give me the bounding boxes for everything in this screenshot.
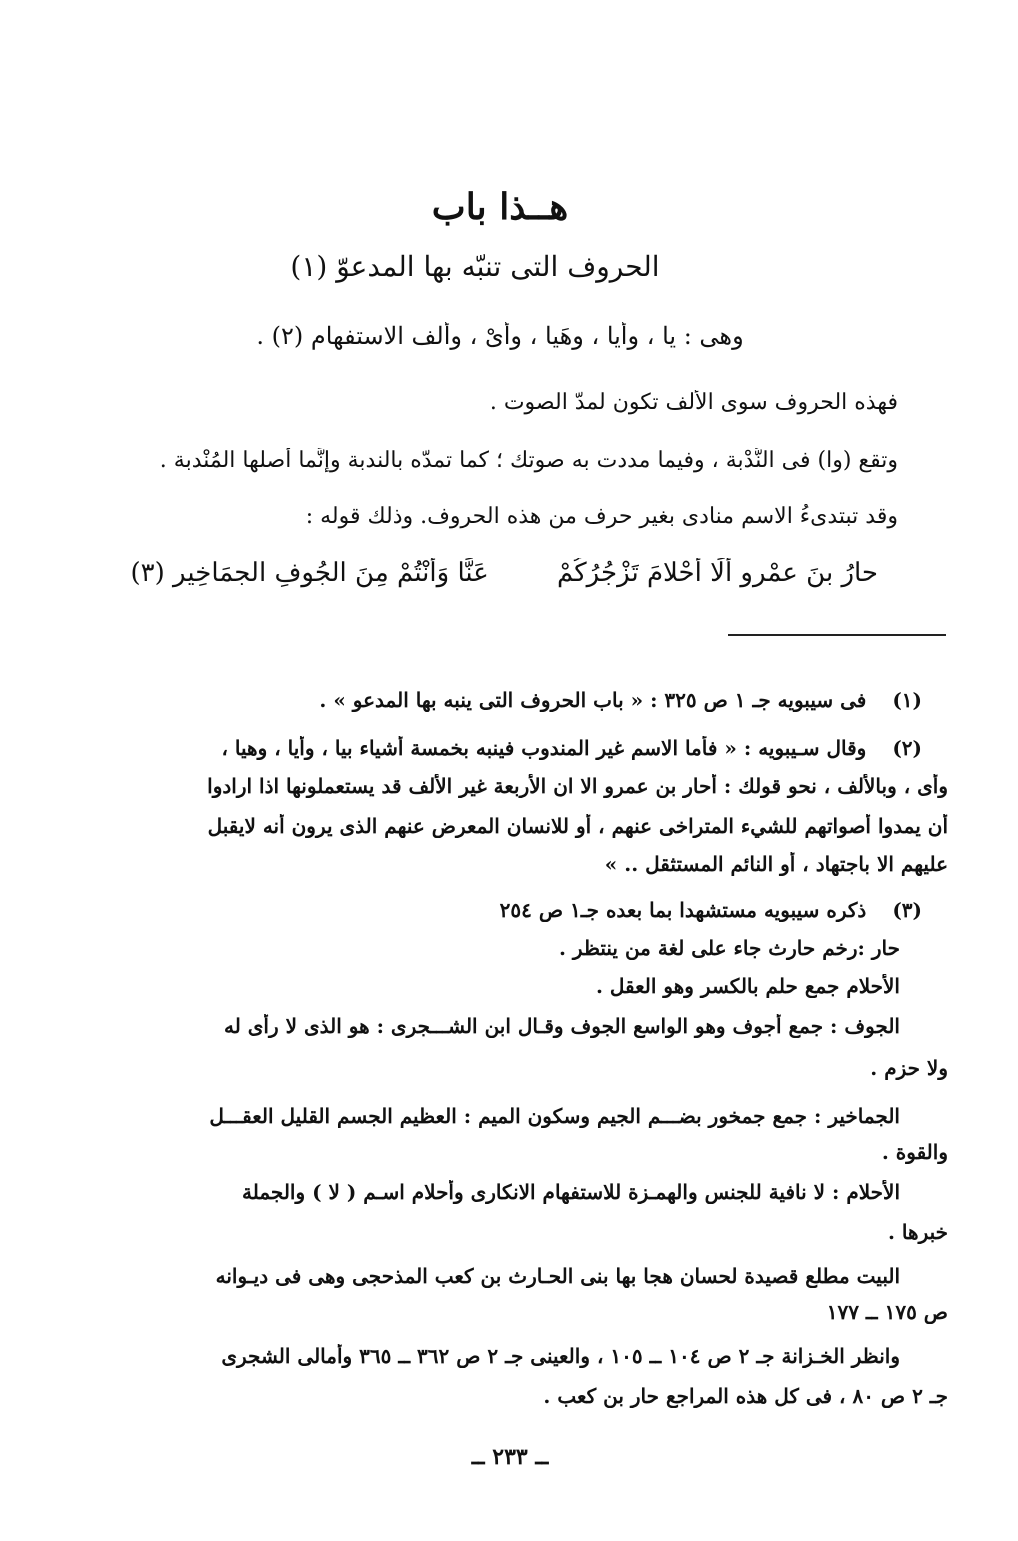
footnote-3-line-4: الجوف : جمع أجوف وهو الواسع الجوف وقـال ابن الشـــجرى : هو الذى لا رأى له [224, 1014, 900, 1038]
footnote-3-line-13: جـ ٢ ص ٨٠ ، فى كل هذه المراجع حار بن كعب . [543, 1384, 948, 1408]
footnote-3-number: (٣) [892, 898, 922, 922]
page-number: ــ ٢٣٣ ــ [471, 1444, 549, 1470]
footnote-2-line-3: أن يمدوا أصواتهم للشيء المتراخى عنهم ، أو للانسان المعرض عنهم الذى يرون أنه لايقبل [207, 814, 948, 838]
footnote-2-number: (٢) [892, 736, 922, 760]
footnote-2-text-1: وقال سـيبويه : « فأما الاسم غير المندوب فينبه بخمسة أشياء بيا ، وأيا ، وهيا ، [221, 736, 867, 760]
footnote-2-line-4: عليهم الا باجتهاد ، أو النائم المستثقل .. » [604, 852, 948, 876]
footnote-1-number: (١) [892, 688, 922, 712]
footnote-3-line-12: وانظر الخـزانة جـ ٢ ص ١٠٤ ــ ١٠٥ ، والعينى جـ ٢ ص ٣٦٢ ــ ٣٦٥ وأمالى الشجرى [221, 1344, 900, 1368]
footnote-3-line-7: والقوة . [881, 1140, 948, 1164]
footnote-1-text: فى سيبويه جـ ١ ص ٣٢٥ : « باب الحروف التى ينبه بها المدعو » . [319, 688, 867, 712]
verse-first-hemistich: حارُ بنَ عمْرو أَلَا أَحْلامَ تَزْجُرُكُمْ [557, 558, 878, 588]
footnote-2-line-1 [62, 736, 922, 760]
footnote-3-line-11: ص ١٧٥ ــ ١٧٧ [826, 1300, 948, 1324]
footnote-3-line-9: خبرها . [888, 1220, 948, 1244]
poetry-verse [118, 558, 878, 588]
footnote-3-line-5: ولا حزم . [870, 1056, 948, 1080]
chapter-letters-list: وهى : يا ، وأيا ، وهَيا ، وأَىْ ، وألف الاستفهام (٢) . [256, 322, 744, 350]
footnote-3-line-2: حار :رخم حارث جاء على لغة من ينتظر . [558, 936, 900, 960]
footnote-3-line-3: الأحلام جمع حلم بالكسر وهو العقل . [595, 974, 900, 998]
footnote-3-text-1: ذكره سيبويه مستشهدا بما بعده جـ١ ص ٢٥٤ [499, 898, 867, 922]
chapter-subtitle: الحروف التى تنبّه بها المدعوّ (١) [290, 250, 660, 283]
footnote-3-line-1 [82, 898, 922, 922]
footnote-2-line-2: وأى ، وبالألف ، نحو قولك : أحار بن عمرو الا ان الأربعة غير الألف قد يستعملونها اذا ارادوا [207, 774, 948, 798]
body-paragraph-1: فهذه الحروف سوى الأَلف تكون لمدّ الصوت . [489, 390, 898, 415]
footnote-3-line-6: الجماخير : جمع جمخور بضـــم الجيم وسكون الميم : العظيم الجسم القليل العقـــل [209, 1104, 900, 1128]
footnote-3-line-10: البيت مطلع قصيدة لحسان هجا بها بنى الحـارث بن كعب المذحجى وهى فى ديـوانه [215, 1264, 900, 1288]
chapter-title: هــذا باب [431, 186, 569, 228]
footnote-1 [82, 688, 922, 712]
body-paragraph-3: وقد تبتدىءُ الاسم منادى بغير حرف من هذه الحروف. وذلك قوله : [305, 504, 898, 529]
verse-second-hemistich: عَنَّا وَأَنْتُمْ مِنَ الجُوفِ الجمَاخِير (٣) [130, 558, 489, 588]
body-paragraph-2: وتقع (وا) فى النُّدْبة ، وفيما مددت به صوتك ؛ كما تمدّه بالندبة وإنَّما أصلها المُنْدبة . [159, 448, 898, 473]
footnote-3-line-8: الأحلام : لا نافية للجنس والهمـزة للاستفهام الانكارى وأحلام اسـم ( لا ) والجملة [242, 1180, 900, 1204]
footnote-separator [728, 634, 946, 636]
